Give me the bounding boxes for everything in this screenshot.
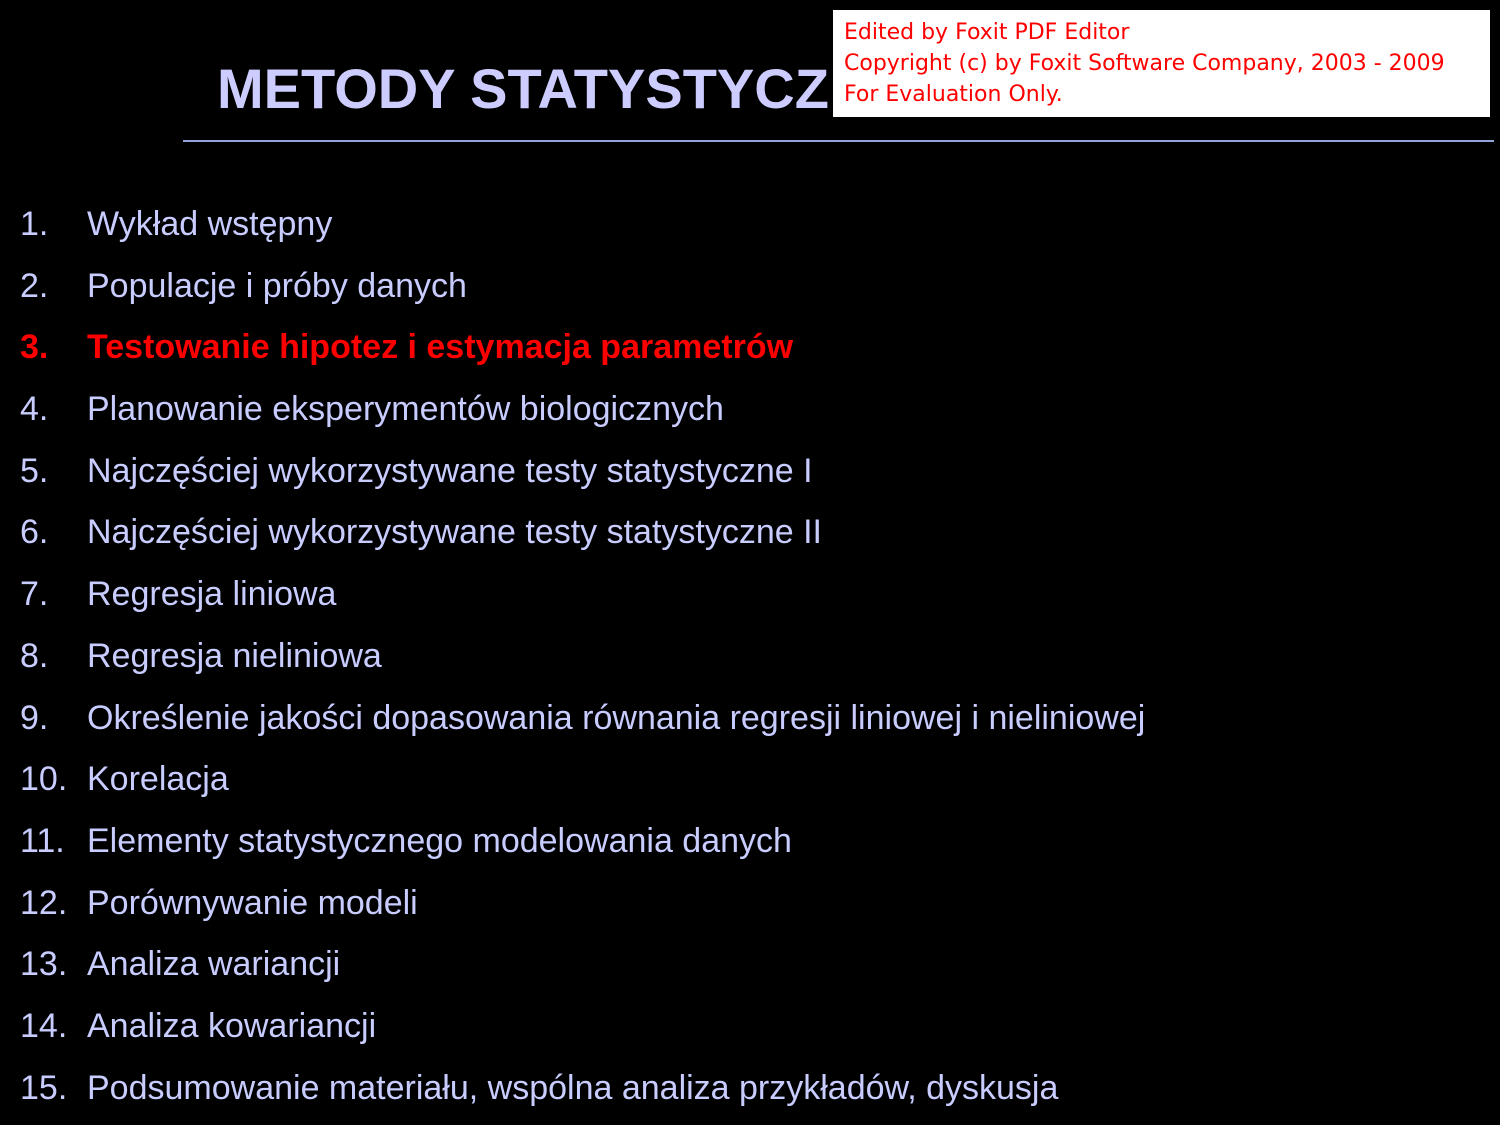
agenda-item-number: 3.: [20, 328, 49, 367]
agenda-item-number: 2.: [20, 266, 49, 305]
agenda-item-label: Analiza kowariancji: [87, 1006, 377, 1045]
agenda-item-number: 11.: [20, 821, 65, 860]
agenda-item-number: 12.: [20, 883, 68, 922]
agenda-item-number: 6.: [20, 513, 49, 552]
agenda-item-label: Testowanie hipotez i estymacja parametrów: [87, 328, 794, 367]
agenda-item-label: Elementy statystycznego modelowania danych: [87, 821, 792, 860]
agenda-item-number: 7.: [20, 575, 49, 614]
agenda-item-number: 5.: [20, 451, 49, 490]
agenda-item-number: 8.: [20, 636, 49, 675]
title-divider: [183, 140, 1494, 142]
agenda-item-number: 1.: [20, 205, 49, 243]
agenda-item-number: 15.: [20, 1068, 68, 1107]
watermark-line: For Evaluation Only.: [844, 82, 1063, 107]
agenda-item-number: 14.: [20, 1006, 68, 1045]
agenda-item-number: 13.: [20, 945, 68, 984]
agenda-item-number: 9.: [20, 698, 49, 737]
agenda-item-number: 4.: [20, 390, 49, 429]
agenda-item-label: Regresja nieliniowa: [87, 636, 382, 675]
agenda-item-label: Populacje i próby danych: [87, 266, 467, 305]
agenda-item-label: Korelacja: [87, 760, 229, 799]
agenda-item-label: Podsumowanie materiału, wspólna analiza przykładów, dyskusja: [87, 1068, 1059, 1107]
slide-title: METODY STATYSTYCZ: [217, 57, 829, 120]
agenda-item-label: Najczęściej wykorzystywane testy statystyczne I: [87, 451, 813, 490]
agenda-item-label: Analiza wariancji: [87, 945, 341, 984]
agenda-item-number: 10.: [20, 760, 68, 799]
agenda-item-label: Planowanie eksperymentów biologicznych: [87, 390, 724, 429]
watermark-line: Edited by Foxit PDF Editor: [844, 20, 1130, 45]
watermark-line: Copyright (c) by Foxit Software Company, 2003 - 2009: [844, 51, 1445, 76]
agenda-item-label: Regresja liniowa: [87, 575, 337, 614]
agenda-item-label: Najczęściej wykorzystywane testy statystyczne II: [87, 513, 823, 552]
agenda-item-label: Wykład wstępny: [87, 205, 333, 243]
agenda-item-label: Określenie jakości dopasowania równania regresji liniowej i nieliniowej: [87, 698, 1146, 737]
agenda-item-label: Porównywanie modeli: [87, 883, 418, 922]
evaluation-watermark: [833, 10, 1490, 117]
